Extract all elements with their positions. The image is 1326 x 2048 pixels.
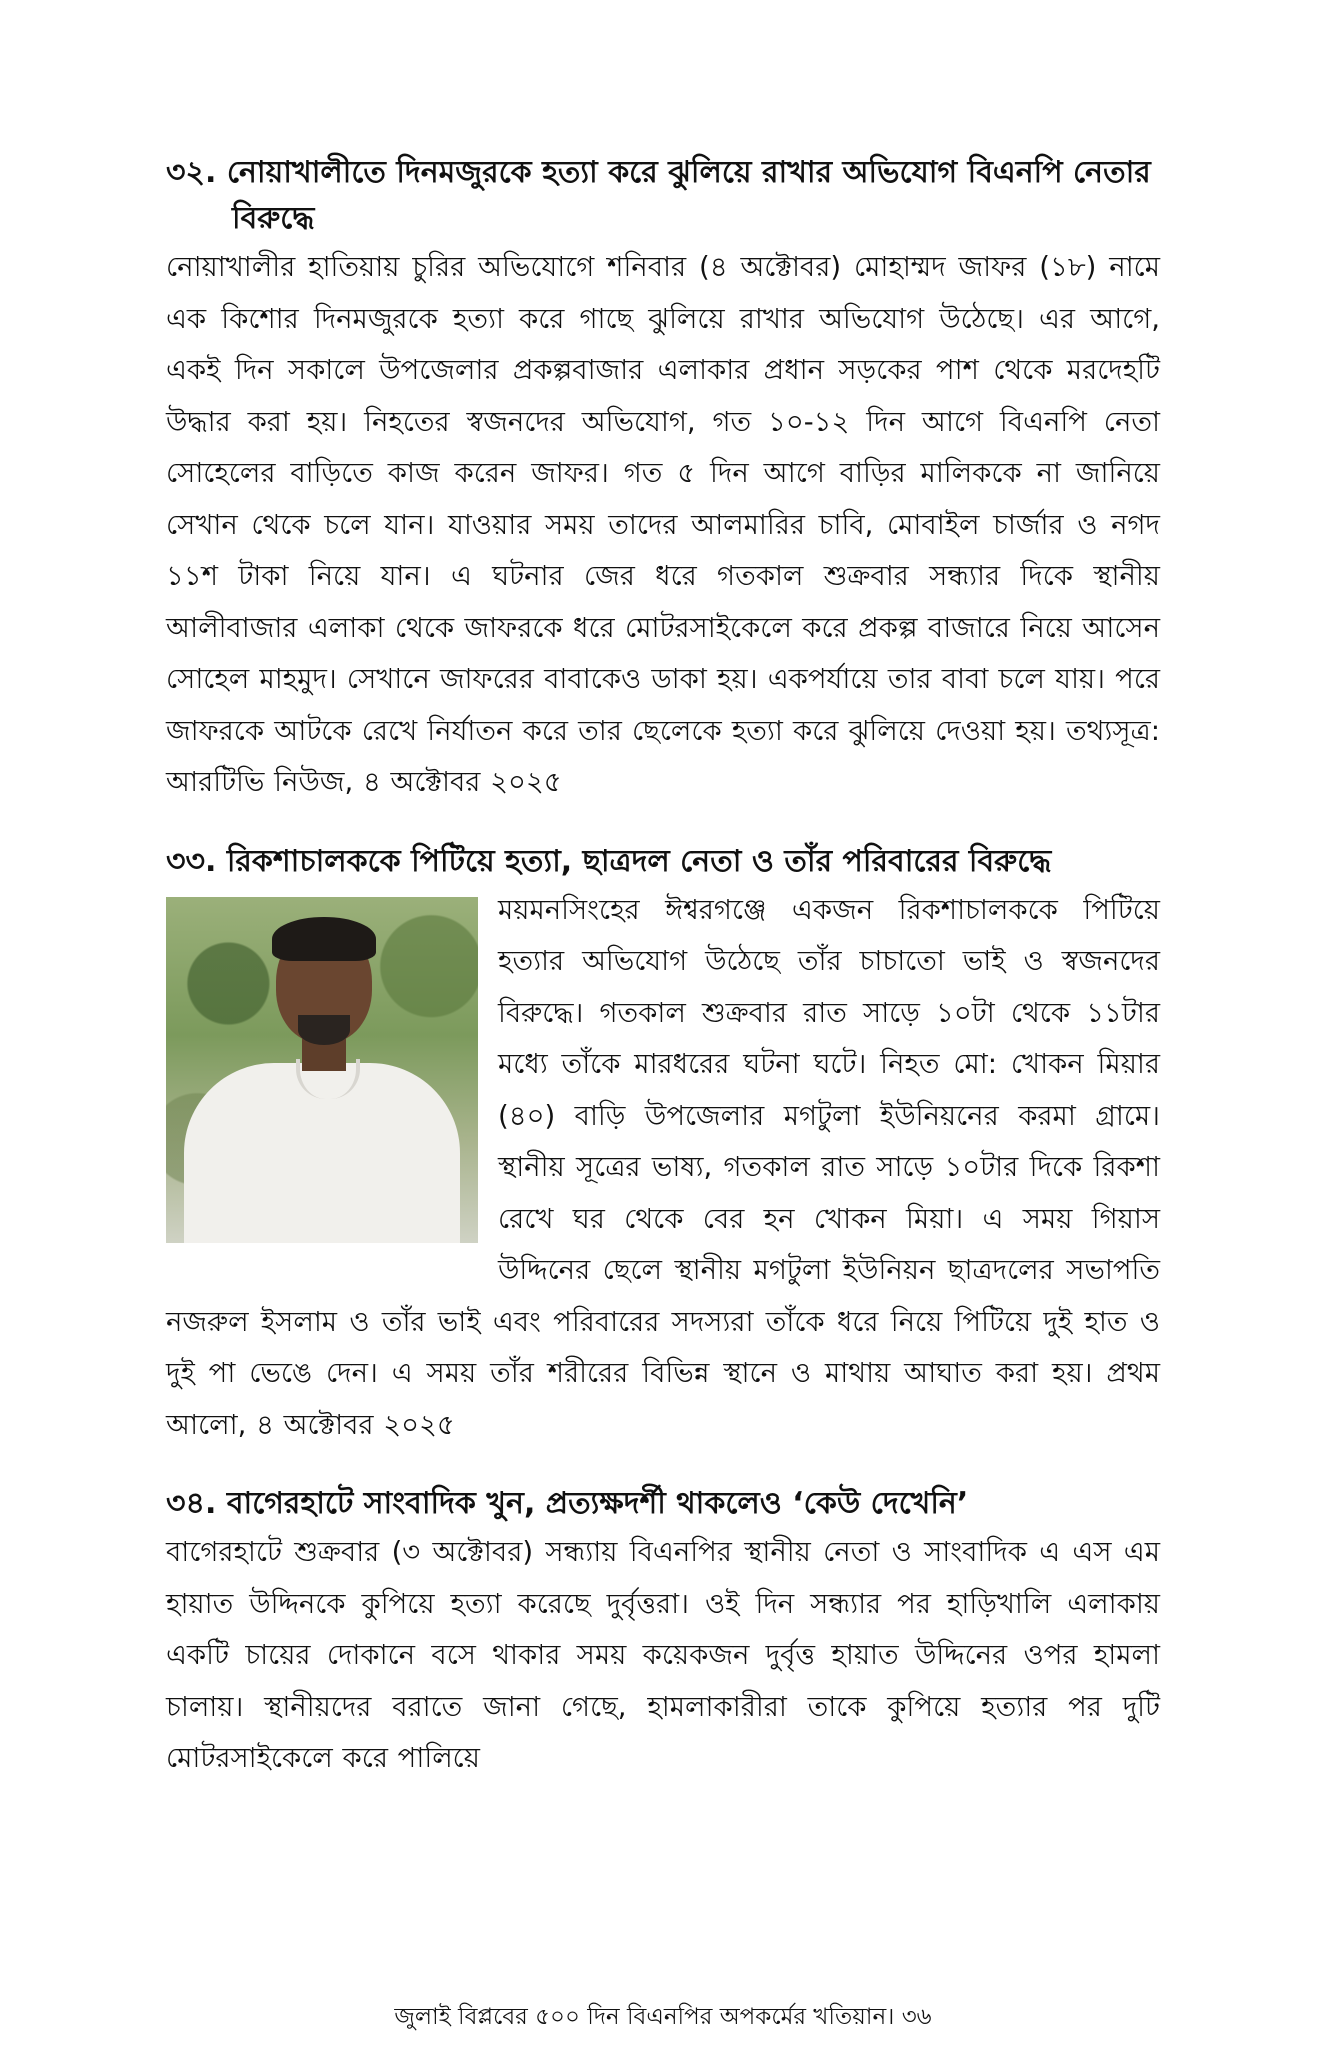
section-33: [166, 839, 1160, 1452]
section-32: [166, 150, 1160, 809]
section-heading: ৩৪. বাগেরহাটে সাংবাদিক খুন, প্রত্যক্ষদর্শী থাকলেও ‘কেউ দেখেনি’: [166, 1486, 969, 1521]
victim-photo: [166, 897, 478, 1243]
section-heading: ৩৩. রিকশাচালককে পিটিয়ে হত্যা, ছাত্রদল নেতা ও তাঁর পরিবারের বিরুদ্ধে: [166, 843, 1052, 879]
section-34: [166, 1481, 1160, 1785]
section-heading: ৩২. নোয়াখালীতে দিনমজুরকে হত্যা করে ঝুলিয়ে রাখার অভিযোগ বিএনপি নেতার বিরুদ্ধে: [166, 155, 1151, 236]
section-body: ময়মনসিংহের ঈশ্বরগঞ্জে একজন রিকশাচালককে পিটিয়ে হত্যার অভিযোগ উঠেছে তাঁর চাচাতো ভাই ও স্বজনদের বিরুদ্ধে। গতকাল শুক্রবার রাত সাড়ে ১০টা থেকে ১১টার মধ্যে তাঁকে মারধরের ঘটনা ঘটে। নিহত মো: খোকন মিয়ার (৪০) বাড়ি উপজেলার মগটুলা ইউনিয়নের করমা গ্রামে। স্থানীয় সূত্রের ভাষ্য, গতকাল রাত সাড়ে ১০টার দিকে রিকশা রেখে ঘর থেকে বের হন খোকন মিয়া। এ সময় গিয়াস উদ্দিনের ছেলে স্থানীয় মগটুলা ইউনিয়ন ছাত্রদলের সভাপতি নজরুল ইসলাম ও তাঁর ভাই এবং পরিবারের সদস্যরা তাঁকে ধরে নিয়ে পিটিয়ে দুই হাত ও দুই পা ভেঙে দেন। এ সময় তাঁর শরীরের বিভিন্ন স্থানে ও মাথায় আঘাত করা হয়। প্রথম আলো, ৪ অক্টোবর ২০২৫: [166, 893, 1160, 1441]
section-body: নোয়াখালীর হাতিয়ায় চুরির অভিযোগে শনিবার (৪ অক্টোবর) মোহাম্মদ জাফর (১৮) নামে এক কিশোর দিনমজুরকে হত্যা করে গাছে ঝুলিয়ে রাখার অভিযোগ উঠেছে। এর আগে, একই দিন সকালে উপজেলার প্রকল্পবাজার এলাকার প্রধান সড়কের পাশ থেকে মরদেহটি উদ্ধার করা হয়। নিহতের স্বজনদের অভিযোগ, গত ১০-১২ দিন আগে বিএনপি নেতা সোহেলের বাড়িতে কাজ করেন জাফর। গত ৫ দিন আগে বাড়ির মালিককে না জানিয়ে সেখান থেকে চলে যান। যাওয়ার সময় তাদের আলমারির চাবি, মোবাইল চার্জার ও নগদ ১১শ টাকা নিয়ে যান। এ ঘটনার জের ধরে গতকাল শুক্রবার সন্ধ্যার দিকে স্থানীয় আলীবাজার এলাকা থেকে জাফরকে ধরে মোটরসাইকেলে করে প্রকল্প বাজারে নিয়ে আসেন সোহেল মাহমুদ। সেখানে জাফরের বাবাকেও ডাকা হয়। একপর্যায়ে তার বাবা চলে যায়। পরে জাফরকে আটকে রেখে নির্যাতন করে তার ছেলেকে হত্যা করে ঝুলিয়ে দেওয়া হয়। তথ্যসূত্র: আরটিভি নিউজ, ৪ অক্টোবর ২০২৫: [166, 251, 1160, 798]
page-footer: জুলাই বিপ্লবের ৫০০ দিন বিএনপির অপকর্মের খতিয়ান। ৩৬: [394, 2004, 932, 2030]
section-body: বাগেরহাটে শুক্রবার (৩ অক্টোবর) সন্ধ্যায় বিএনপির স্থানীয় নেতা ও সাংবাদিক এ এস এম হায়াত উদ্দিনকে কুপিয়ে হত্যা করেছে দুর্বৃত্তরা। ওই দিন সন্ধ্যার পর হাড়িখালি এলাকায় একটি চায়ের দোকানে বসে থাকার সময় কয়েকজন দুর্বৃত্ত হায়াত উদ্দিনের ওপর হামলা চালায়। স্থানীয়দের বরাতে জানা গেছে, হামলাকারীরা তাকে কুপিয়ে হত্যার পর দুটি মোটরসাইকেলে করে পালিয়ে: [166, 1536, 1160, 1774]
page-content: [166, 150, 1160, 1815]
